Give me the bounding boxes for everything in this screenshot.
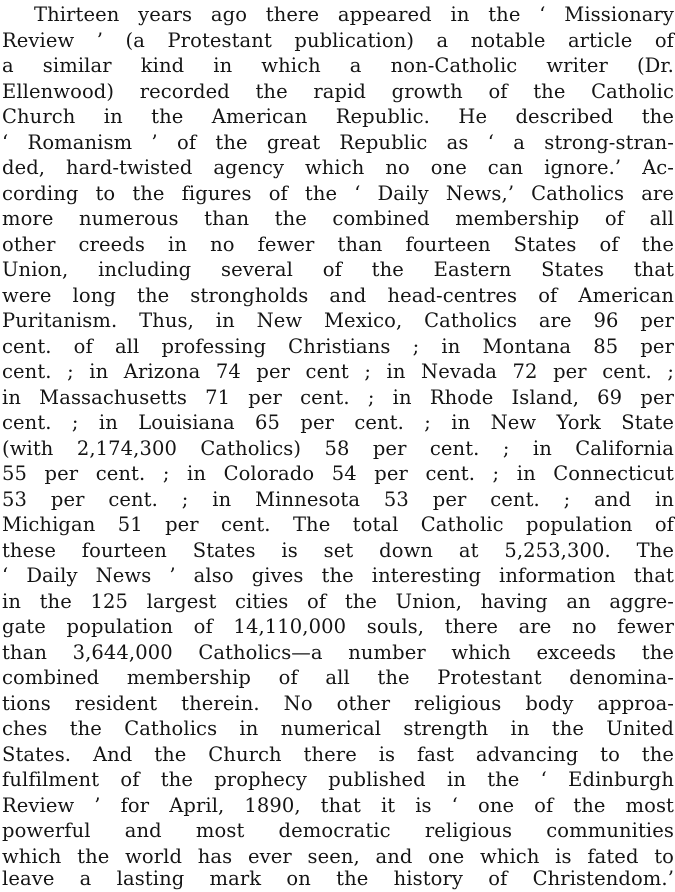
text-line: cent. ; in Louisiana 65 per cent. ; in New York State (2, 411, 674, 434)
text-line: tions resident therein. No other religious body approa- (2, 691, 674, 715)
text-line: other creeds in no fewer than fourteen States of the (2, 232, 674, 256)
text-line: combined membership of all the Protestant denomina- (2, 666, 674, 689)
text-line: a similar kind in which a non-Catholic writer (Dr. (2, 54, 674, 77)
text-line: States. And the Church there is fast advancing to the (2, 742, 674, 766)
article-text-column (2, 0, 674, 892)
text-line: fulfilment of the prophecy published in the ‘ Edinburgh (2, 768, 674, 791)
text-line: 53 per cent. ; in Minnesota 53 per cent. ; and in (2, 487, 674, 511)
text-line: (with 2,174,300 Catholics) 58 per cent. ; in California (2, 436, 674, 460)
text-line: which the world has ever seen, and one which is fated to (2, 844, 674, 868)
text-line: than 3,644,000 Catholics—a number which exceeds the (2, 640, 674, 664)
text-line: Church in the American Republic. He described the (2, 105, 674, 128)
text-line: Puritanism. Thus, in New Mexico, Catholics are 96 per (2, 309, 674, 332)
text-line: these fourteen States is set down at 5,253,300. The (2, 538, 674, 562)
text-line: more numerous than the combined membership of all (2, 207, 674, 230)
text-line: cent. of all professing Christians ; in Montana 85 per (2, 334, 674, 358)
text-line: ‘ Daily News ’ also gives the interesting information that (2, 564, 674, 587)
text-line: ‘ Romanism ’ of the great Republic as ‘ a strong-stran- (2, 130, 674, 154)
text-line: leave a lasting mark on the history of Christendom.’ (2, 867, 674, 890)
text-line: cent. ; in Arizona 74 per cent ; in Nevada 72 per cent. ; (2, 360, 674, 383)
text-line: Review ’ (a Protestant publication) a notable article of (2, 28, 674, 52)
text-line: ded, hard-twisted agency which no one can ignore.’ Ac- (2, 156, 674, 179)
text-line: in the 125 largest cities of the Union, having an aggre- (2, 589, 674, 613)
text-line: in Massachusetts 71 per cent. ; in Rhode Island, 69 per (2, 385, 674, 409)
text-line: gate population of 14,110,000 souls, there are no fewer (2, 615, 674, 638)
text-line: Union, including several of the Eastern States that (2, 258, 674, 281)
text-line: ches the Catholics in numerical strength in the United (2, 717, 674, 740)
text-line: 55 per cent. ; in Colorado 54 per cent. ; in Connecticut (2, 462, 674, 485)
text-line: powerful and most democratic religious communities (2, 819, 674, 842)
text-line: Thirteen years ago there appeared in the ‘ Missionary (34, 3, 674, 26)
text-line: Michigan 51 per cent. The total Catholic population of (2, 513, 674, 536)
text-line: Ellenwood) recorded the rapid growth of the Catholic (2, 79, 674, 103)
text-line: cording to the figures of the ‘ Daily News,’ Catholics are (2, 181, 674, 205)
text-line: were long the strongholds and head-centres of American (2, 283, 674, 307)
text-line: Review ’ for April, 1890, that it is ‘ one of the most (2, 793, 674, 817)
